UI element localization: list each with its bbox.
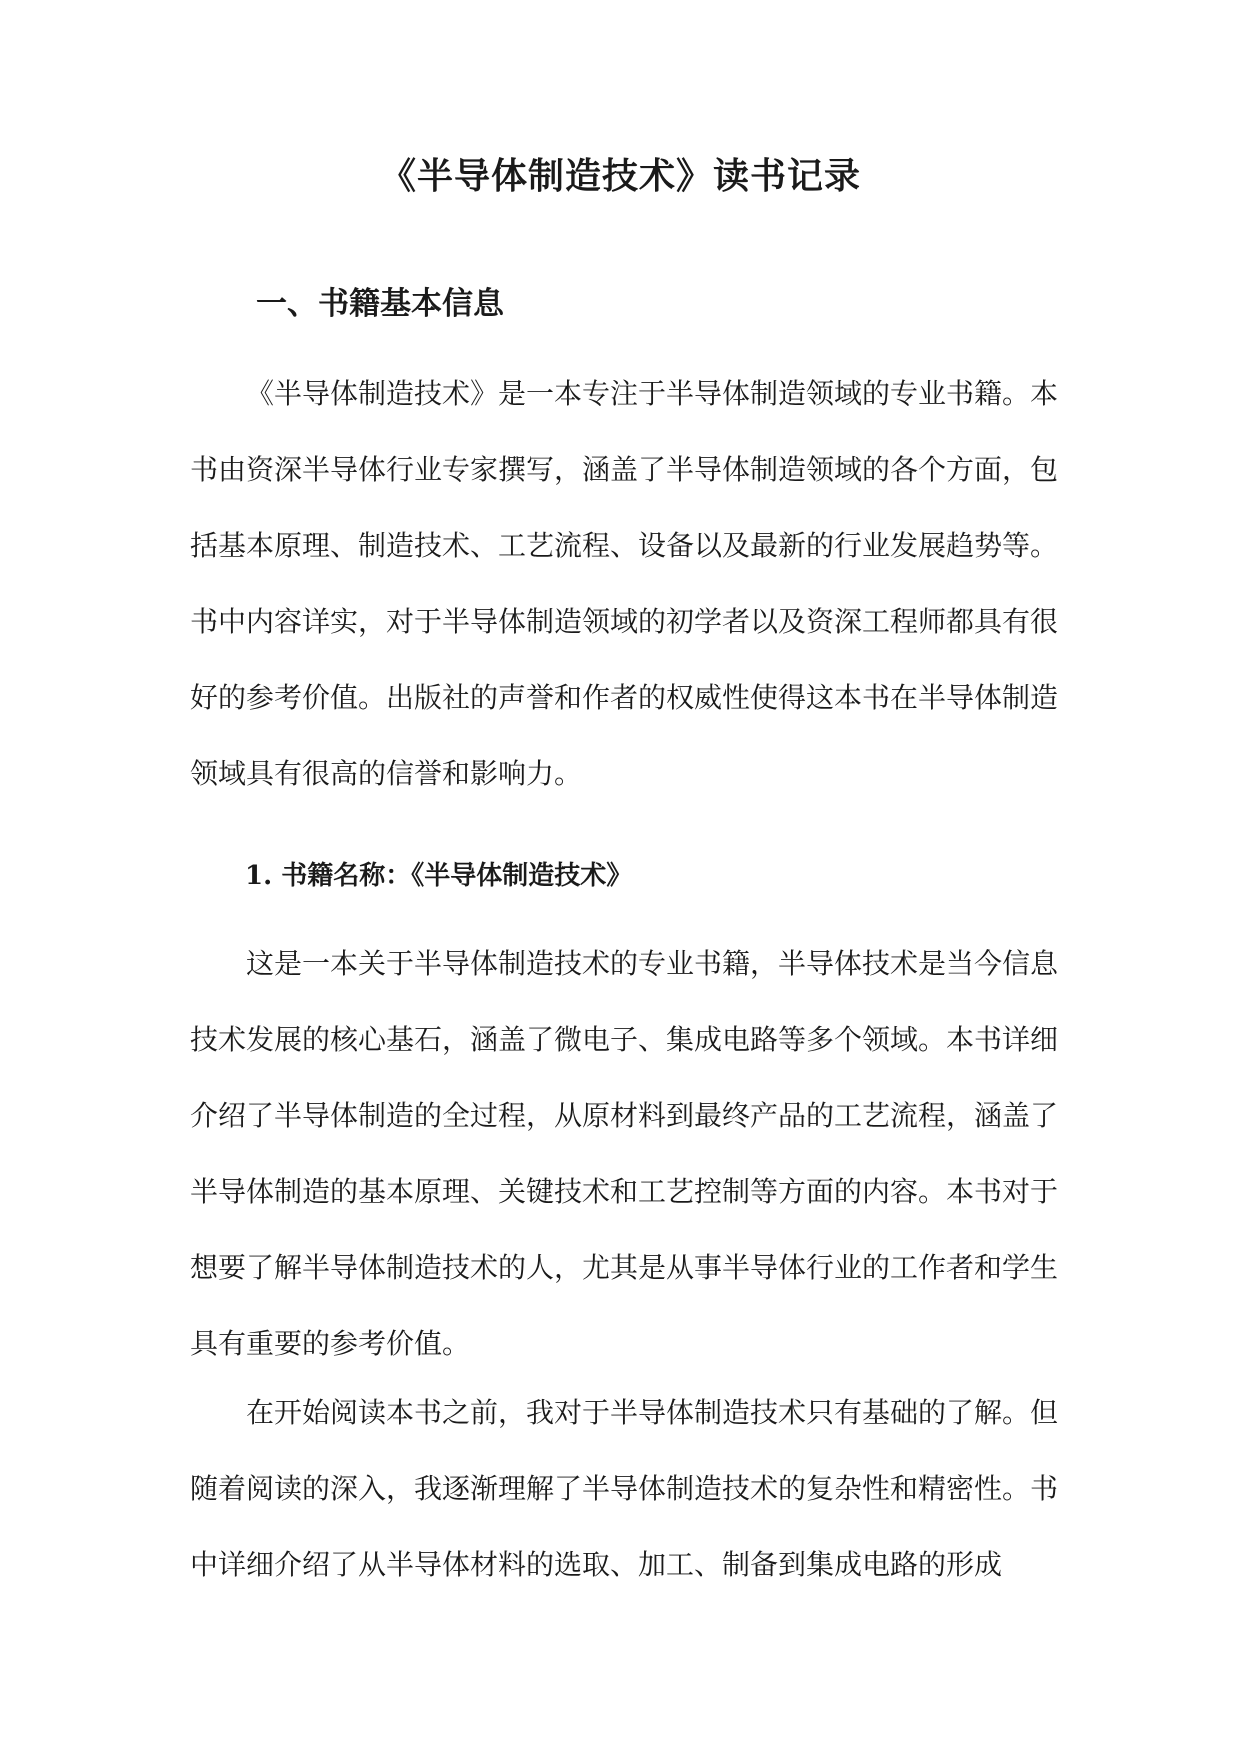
paragraph-book-description: 这是一本关于半导体制造技术的专业书籍，半导体技术是当今信息技术发展的核心基石，涵盖了微电子、集成电路等多个领域。本书详细介绍了半导体制造的全过程，从原材料到最终产品的工艺流程，涵盖了半导体制造的基本原理、关键技术和工艺控制等方面的内容。本书对于想要了解半导体制造技术的人，尤其是从事半导体行业的工作者和学生具有重要的参考价值。 — [190, 947, 1059, 1360]
paragraph-book-overview: 《半导体制造技术》是一本专注于半导体制造领域的专业书籍。本书由资深半导体行业专家撰写，涵盖了半导体制造领域的各个方面，包括基本原理、制造技术、工艺流程、设备以及最新的行业发展趋势等。书中内容详实，对于半导体制造领域的初学者以及资深工程师都具有很好的参考价值。出版社的声誉和作者的权威性使得这本书在半导体制造领域具有很高的信誉和影响力。 — [190, 377, 1059, 790]
paragraph-reading-experience: 在开始阅读本书之前，我对于半导体制造技术只有基础的了解。但随着阅读的深入，我逐渐理解了半导体制造技术的复杂性和精密性。书中详细介绍了从半导体材料的选取、加工、制备到集成电路的形成 — [190, 1396, 1059, 1581]
document-title: 《半导体制造技术》读书记录 — [379, 155, 861, 197]
subsection-heading-book-name: 1. 书籍名称：《半导体制造技术》 — [245, 861, 633, 891]
section-heading-basic-info: 一、书籍基本信息 — [256, 286, 504, 322]
